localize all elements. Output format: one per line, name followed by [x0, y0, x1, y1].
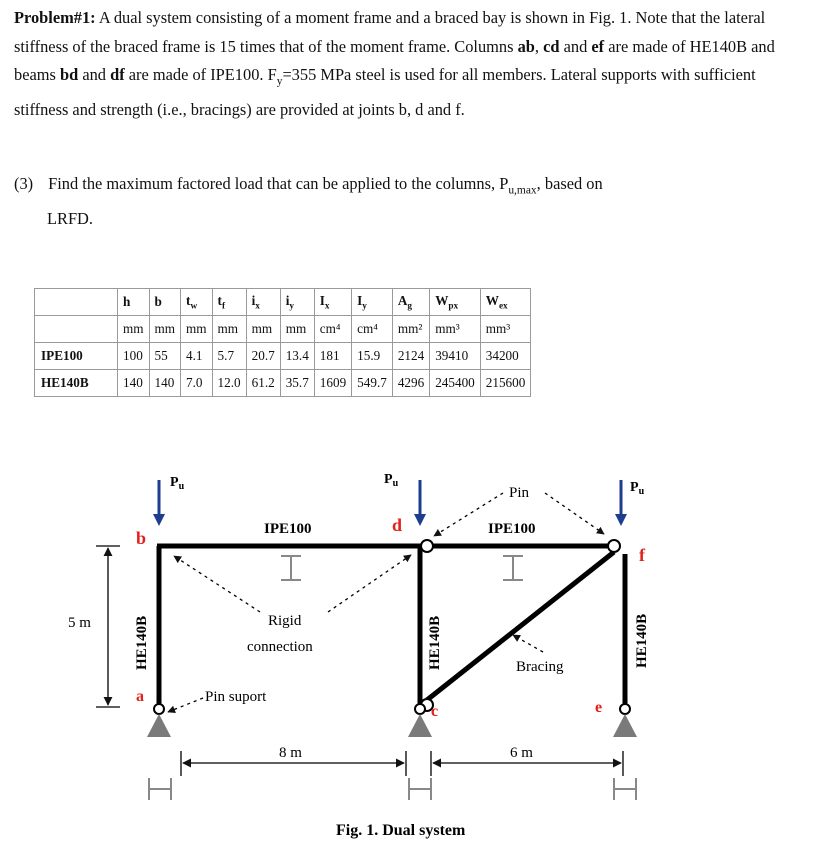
table-cell: 39410 — [430, 343, 481, 370]
problem-text: are made of IPE100. F — [124, 65, 277, 85]
load-arrow-f — [615, 480, 627, 526]
table-cell: 1609 — [314, 370, 351, 397]
pin-support-label: Pin suport — [205, 689, 267, 705]
header-b: b — [149, 289, 181, 316]
bracing-member — [427, 552, 614, 700]
problem-text: , — [534, 36, 544, 56]
dual-system-figure — [0, 440, 825, 850]
joint-label-e: e — [595, 699, 603, 716]
pin-d — [421, 540, 433, 552]
table-units-row — [35, 316, 531, 343]
table-cell: 140 — [149, 370, 181, 397]
table-row — [35, 370, 531, 397]
table-corner-cell — [35, 289, 118, 316]
rigid-label: Rigid — [268, 613, 302, 629]
table-cell: 4296 — [392, 370, 429, 397]
beam-label-right: IPE100 — [488, 521, 536, 537]
i-section-icon — [503, 556, 523, 580]
header-Wpx: $W_{px}$ — [430, 289, 481, 316]
question-text: Find the maximum factored load that can be applied to the columns, P — [48, 174, 509, 193]
table-cell: 4.1 — [181, 343, 213, 370]
header-Ix: $I_x$ — [314, 289, 351, 316]
load-label-f: $P_u$ — [630, 480, 645, 497]
column-section-icon — [409, 778, 431, 800]
unit-cell: mm³ — [480, 316, 531, 343]
unit-cell: mm — [181, 316, 213, 343]
pu-subscript: u,max — [508, 184, 537, 197]
i-section-icon — [281, 556, 301, 580]
problem-statement — [14, 4, 784, 125]
column-section-icon — [614, 778, 636, 800]
support-e — [613, 704, 637, 737]
pin-label: Pin — [509, 485, 530, 501]
unit-cell: mm — [246, 316, 280, 343]
problem-heading: Problem#1: — [14, 8, 96, 27]
table-cell: 61.2 — [246, 370, 280, 397]
problem-text: and — [78, 65, 111, 85]
table-cell: 12.0 — [212, 370, 246, 397]
member-df: df — [110, 65, 125, 85]
joint-label-f: f — [639, 545, 645, 565]
figure-caption: Fig. 1. Dual system — [336, 822, 466, 839]
column-label-ef: HE140B — [634, 613, 650, 668]
section-properties-table — [34, 288, 531, 397]
header-iy: $i_y$ — [280, 289, 314, 316]
unit-cell: mm³ — [430, 316, 481, 343]
table-cell — [35, 316, 118, 343]
header-Iy: $I_y$ — [352, 289, 393, 316]
unit-cell: cm⁴ — [314, 316, 351, 343]
support-a — [147, 704, 171, 737]
problem-text: and — [559, 36, 592, 56]
load-label-b: $P_u$ — [170, 475, 185, 492]
unit-cell: mm — [149, 316, 181, 343]
problem-text: are made of HE140B and beams — [14, 36, 775, 85]
table-header-row — [35, 289, 531, 316]
header-h: h — [118, 289, 150, 316]
table-cell: 35.7 — [280, 370, 314, 397]
frame-members — [157, 546, 625, 707]
table-cell: 2124 — [392, 343, 429, 370]
table-cell: 245400 — [430, 370, 481, 397]
fy-subscript: y — [276, 75, 283, 88]
table-cell: 181 — [314, 343, 351, 370]
table-cell: 13.4 — [280, 343, 314, 370]
joint-label-d: d — [392, 515, 403, 535]
rigid-leader-left — [174, 556, 260, 612]
load-label-d: $P_u$ — [384, 472, 399, 489]
question-text-cont: LRFD. — [47, 208, 93, 228]
table-cell: 7.0 — [181, 370, 213, 397]
member-cd: cd — [543, 36, 560, 56]
pin-leader-right — [545, 493, 604, 534]
header-Ag: $A_g$ — [392, 289, 429, 316]
question-3 — [14, 170, 784, 233]
unit-cell: mm — [118, 316, 150, 343]
rigid-label-2: connection — [247, 639, 313, 655]
row-label: HE140B — [35, 370, 118, 397]
unit-cell: cm⁴ — [352, 316, 393, 343]
problem-text: A dual system consisting of a moment frame and a braced bay is shown in Fig. 1. Note that the lateral stiffness of the braced frame is 15 times that of the moment frame. Columns — [14, 8, 766, 56]
row-label: IPE100 — [35, 343, 118, 370]
span-label-6m: 6 m — [510, 745, 533, 761]
table-row — [35, 343, 531, 370]
unit-cell: mm² — [392, 316, 429, 343]
pin-f — [608, 540, 620, 552]
table-cell: 20.7 — [246, 343, 280, 370]
column-label-cd: HE140B — [427, 615, 443, 670]
table-cell: 549.7 — [352, 370, 393, 397]
table-cell: 215600 — [480, 370, 531, 397]
span-label-8m: 8 m — [279, 745, 302, 761]
member-ef: ef — [591, 36, 605, 56]
table-cell: 15.9 — [352, 343, 393, 370]
member-bd: bd — [59, 65, 79, 85]
member-ab: ab — [517, 36, 535, 56]
bracing-leader — [513, 635, 543, 652]
column-section-icon — [149, 778, 171, 800]
table-cell: 100 — [118, 343, 150, 370]
table-cell: 140 — [118, 370, 150, 397]
table-cell: 5.7 — [212, 343, 246, 370]
beam-label-left: IPE100 — [264, 521, 312, 537]
joint-label-c: c — [431, 703, 439, 720]
unit-cell: mm — [212, 316, 246, 343]
header-Wex: $W_{ex}$ — [480, 289, 531, 316]
header-ix: $i_x$ — [246, 289, 280, 316]
bracing-label: Bracing — [516, 659, 564, 675]
question-number: (3) — [14, 174, 34, 193]
unit-cell: mm — [280, 316, 314, 343]
table-cell: 34200 — [480, 343, 531, 370]
height-dimension — [96, 546, 120, 707]
question-text: , based on — [536, 174, 603, 193]
column-label-ab: HE140B — [134, 615, 150, 670]
problem-text: =355 MPa steel is used for all members. Lateral supports with sufficient stiffness and strength (i.e., bracings) are provided at joints b, d and f. — [14, 65, 756, 120]
header-tw: $t_w$ — [181, 289, 213, 316]
header-tf: $t_f$ — [212, 289, 246, 316]
rigid-leader-right — [328, 555, 411, 612]
height-label: 5 m — [68, 615, 91, 631]
load-arrow-b — [153, 480, 165, 526]
joint-label-b: b — [136, 528, 147, 548]
load-arrow-d — [414, 480, 426, 526]
joint-label-a: a — [136, 688, 144, 705]
pin-support-leader — [168, 698, 203, 712]
table-cell: 55 — [149, 343, 181, 370]
